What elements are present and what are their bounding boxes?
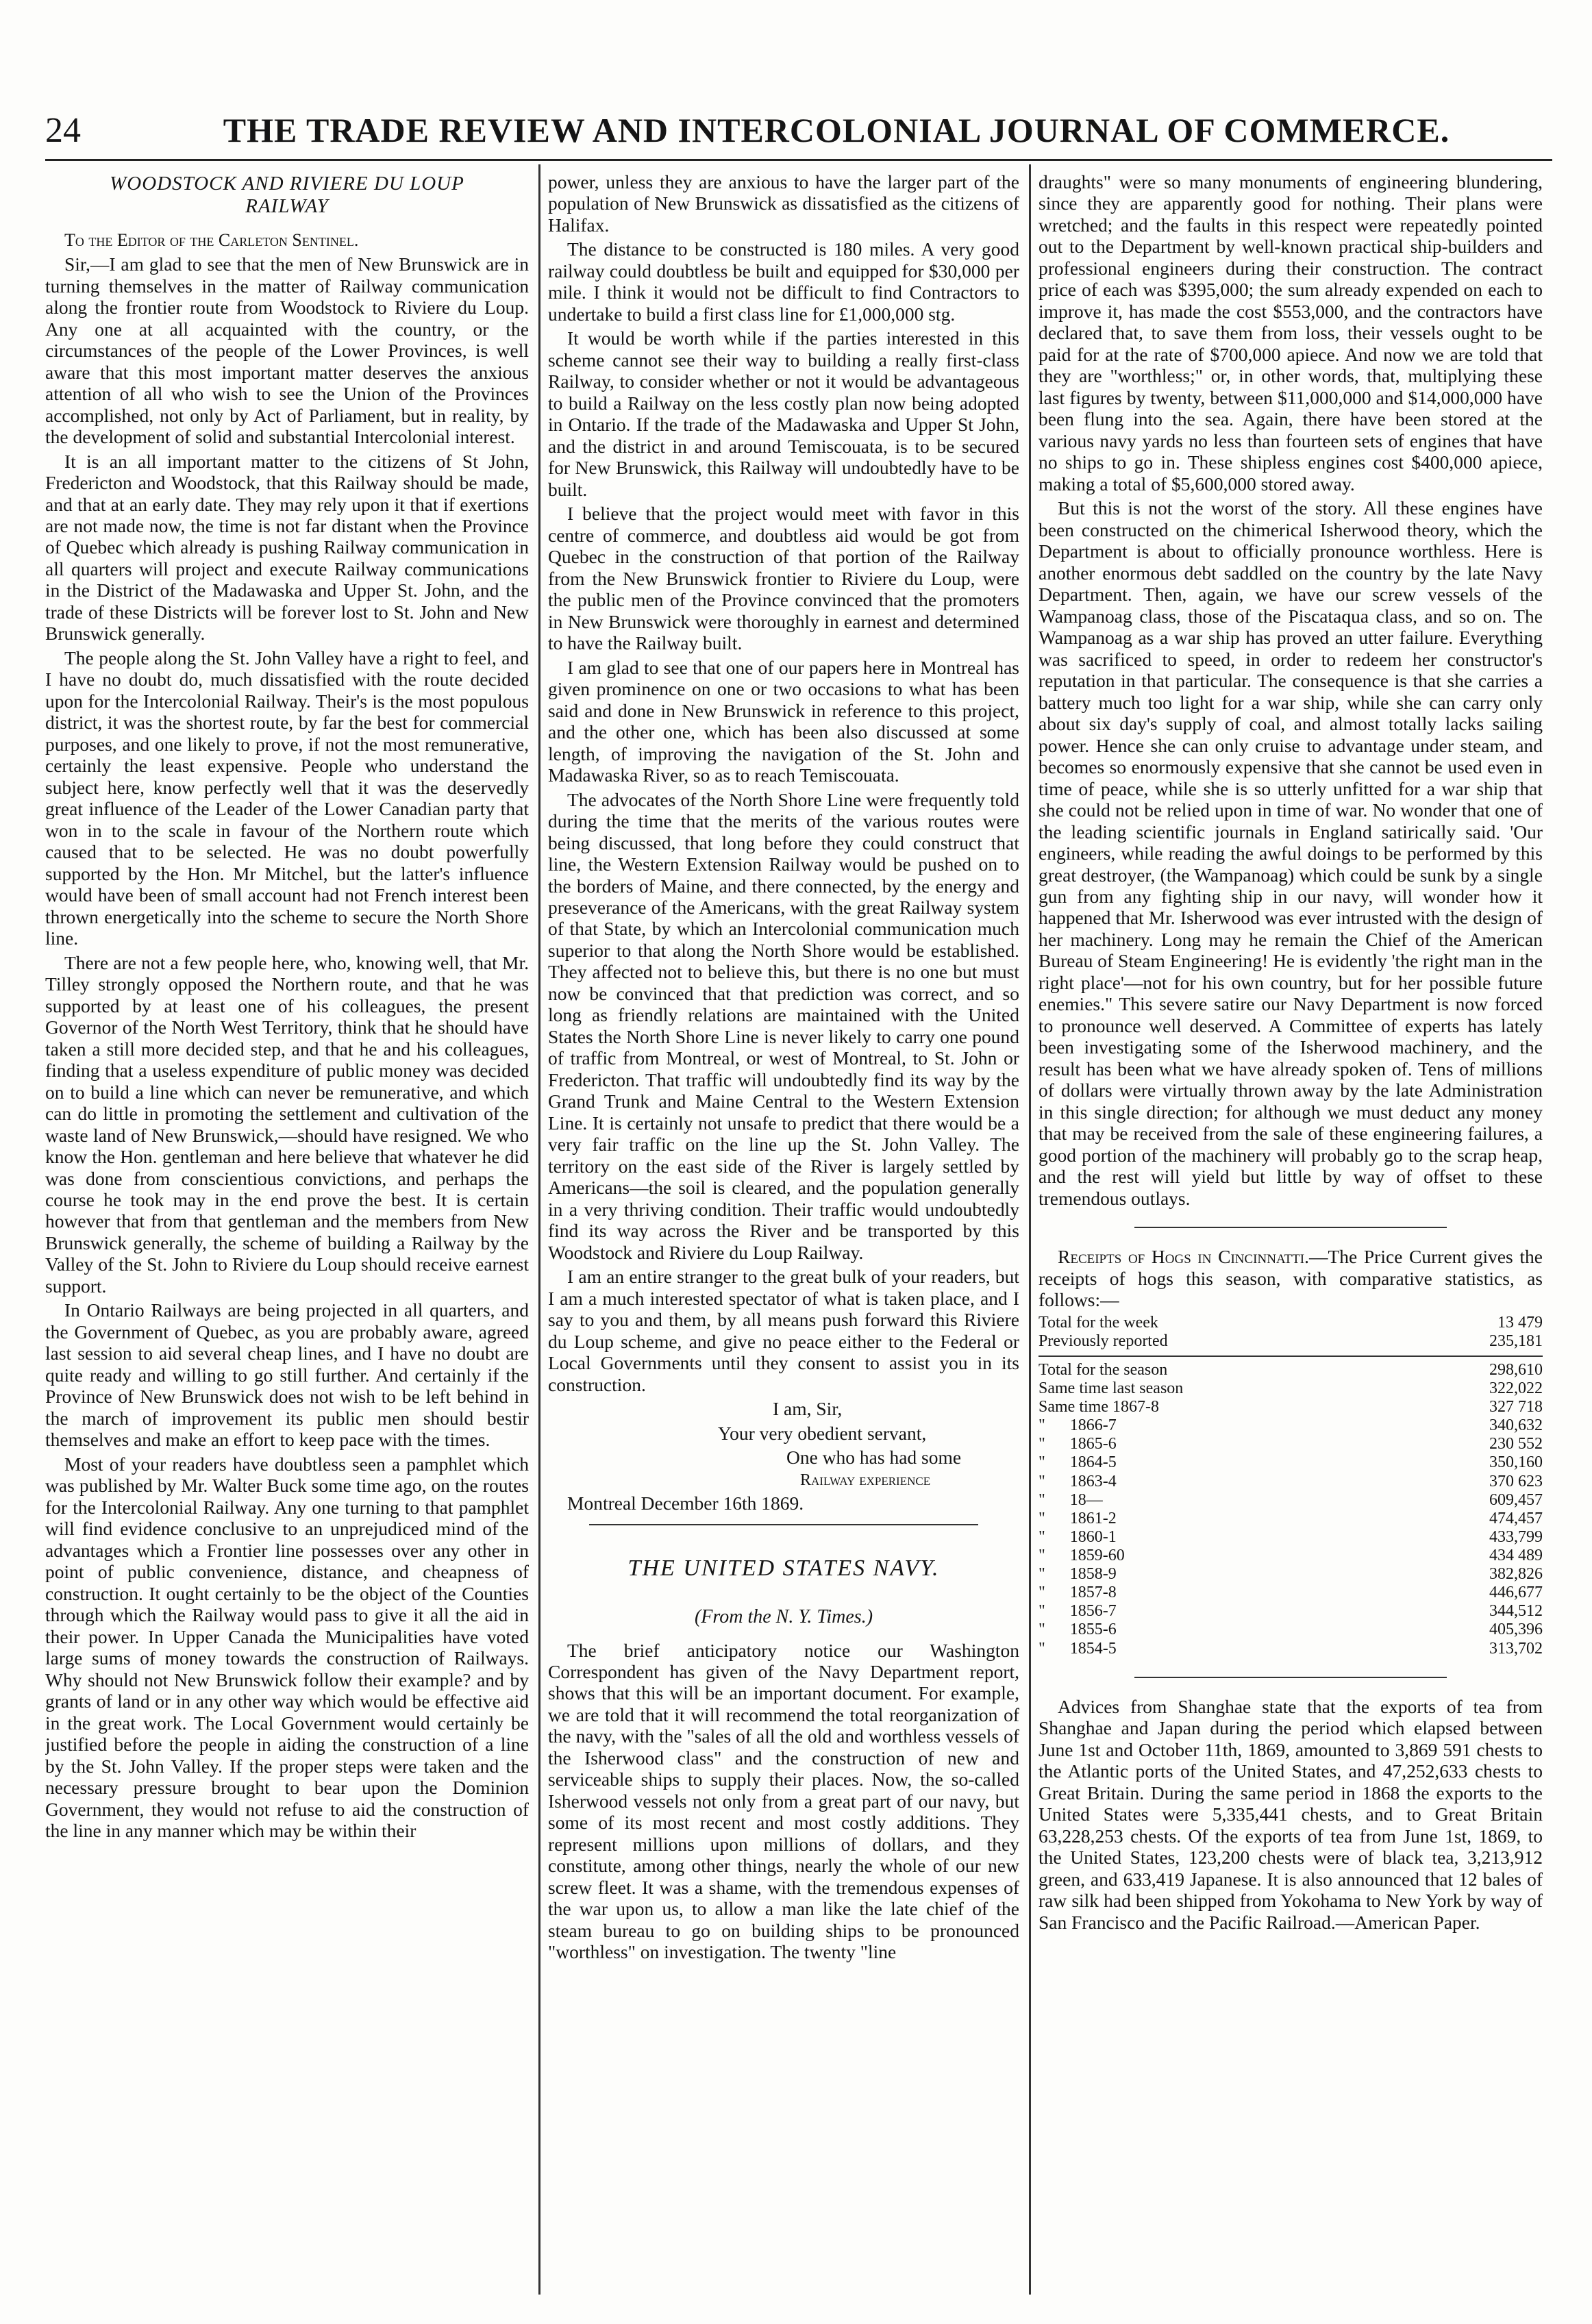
hogs-row-value: 322,022 [1489, 1379, 1543, 1398]
hogs-row-value: 382,826 [1489, 1565, 1543, 1584]
table-row [1038, 1584, 1543, 1602]
woodstock-paragraph: I am an entire stranger to the great bulk of your readers, but I am a much interested spectator of what is taken place, and I say to you and them, by all means push forward this Riviere du Loup scheme, and give no peace either to the Federal or Local Governments until they consent to assist you in its construction. [548, 1266, 1019, 1395]
woodstock-paragraph: I believe that the project would meet with favor in this centre of commerce, and doubtless aid would be got from Quebec in the construction of that portion of the Railway from the New Brunswick frontier to Riviere du Loup, were the public men of the Province convinced that the promoters in New Brunswick were thoroughly in earnest and determined to have the Railway built. [548, 503, 1019, 654]
hogs-row-label: " 1857-8 [1038, 1584, 1117, 1602]
hogs-total-value: 298,610 [1489, 1360, 1543, 1379]
column-1 [45, 171, 529, 2295]
navy-paragraph: The brief anticipatory notice our Washington Correspondent has given of the Navy Department report, shows that this will be an important document. For example, we are told that it will recommend the total reorganization of the navy, with the "sales of all the old and worthless vessels of the Isherwood class" and the construction of new and serviceable ships to supply their places. Now, the so-called Isherwood vessels not only from a great part of our navy, but some of its most recent and most costly additions. They represent millions upon millions of dollars, and they constitute, among other things, nearly the whole of our new screw fleet. It was a shame, with the tremendous expenses of the war upon us, to allow a man like the late chief of the steam bureau to go on building ships to be pronounced "worthless" on investigation. The twenty "line [548, 1639, 1019, 1963]
navy-paragraph: But this is not the worst of the story. All these engines have been constructed on the chimerical Isherwood theory, which the Department is about to officially pronounce worthless. Here is another enormous debt saddled on the country by the late Navy Department. Then, again, we have our screw vessels of the Wampanoag class, those of the Piscataqua class, and so on. The Wampanoag as a war ship has proved an utter failure. Everything was sacrificed to speed, in order to redeem her constructor's reputation in that particular. The consequence is that she carries a battery much too light for a war ship, while she can carry only about six day's supply of coal, and almost totally lacks sailing power. Hence she can only cruise to advantage under steam, and becomes so enormously expensive that she cannot be used even in time of peace, while she is so utterly unfitted for a war ship that she could not be relied upon in time of war. No wonder that one of the leading scientific journals in England satirically said. 'Our engineers, while reading the awful doings to be performed by this great destroyer, (the Wampanoag) which could be sunk by a single gun from any fighting ship in our navy, will wonder how it happened that Mr. Isherwood was ever intrusted with the design of her machinery. Long may he remain the Chief of the American Bureau of Steam Engineering! He is evidently 'the right man in the right place'—not for his own country, but for her possible future enemies." This severe satire our Navy Department is now forced to pronounce well deserved. A Committee of experts has lately been investigating some of the Isherwood machinery, and the result has been what we have already spoken of. Tens of millions of dollars were virtually thrown away by the late Administration in this single direction; for although we must deduct any money that may be received from the sale of these engineering failures, a good portion of the machinery will probably go to the scrap heap, and the rest will yield but little by way of offset to these tremendous outlays. [1038, 497, 1543, 1209]
hogs-row-label: Total for the week [1038, 1313, 1158, 1332]
table-row [1038, 1314, 1543, 1332]
page-header [45, 103, 1552, 158]
hogs-row-value: 434 489 [1489, 1547, 1543, 1565]
woodstock-paragraph: It would be worth while if the parties interested in this scheme cannot see their way to building a really first-class Railway, to consider whether or not it would be advantageous to build a Railway on the less costly plan now being adopted in Ontario. If the trade of the Madawaska and Upper St John, and the district in and around Temiscouata, is to be secured for New Brunswick, this Railway will undoubtedly have to be built. [548, 327, 1019, 500]
woodstock-paragraph: There are not a few people here, who, knowing well, that Mr. Tilley strongly opposed the Northern route, and that he was supported by at least one of his colleagues, the present Governor of the North West Territory, think that he should have taken a still more decided step, and that he and his colleagues, finding that a useless expenditure of public money was decided on to build a line which can never be remunerative, and which can do little in promoting the settlement and cultivation of the waste land of New Brunswick,—should have resigned. We who know the Hon. gentleman and here believe that whatever he did was done from conscientious convictions, and perhaps the course he took may in the end prove the best. It is certain however that from that gentleman and the members from New Brunswick generally, the scheme of building a Railway by the Valley of the St. John to Riviere du Loup should receive earnest support. [45, 951, 529, 1297]
hogs-row-value: 235,181 [1489, 1332, 1543, 1350]
woodstock-paragraph: The advocates of the North Shore Line were frequently told during the time that the merits of the various routes were being discussed, that long before they could construct that line, the Western Extension Railway would be pushed on to the borders of Maine, and there connected, by the energy and preseverance of the Americans, with the great Railway system of that State, by which an Intercolonial communication much superior to that along the North Shore would be established. They affected not to believe this, but there is no one but must now be convinced that that prediction was correct, and so long as friendly relations are maintained with the United States the North Shore Line is never likely to carry one pound of traffic from Montreal, or west of Montreal, to St. John or Fredericton. That traffic will undoubtedly find its way by the Grand Trunk and Maine Central to the Western Extension Line. It is certainly not unsafe to predict that there would be a very fair traffic on the line up the St. John Valley. The territory on the east side of the River is largely settled by Americans—the soil is cleared, and the population generally in a very thriving condition. Their traffic would undoubtedly find its way across the River and be transported by this Woodstock and Riviere du Loup Railway. [548, 788, 1019, 1263]
hogs-row-label: " 1866-7 [1038, 1416, 1117, 1435]
hogs-row-label: " 1863-4 [1038, 1472, 1117, 1490]
hogs-row-label: " 1859-60 [1038, 1547, 1125, 1565]
header-rule [45, 159, 1552, 161]
hogs-heading [1038, 1246, 1543, 1310]
table-row [1038, 1332, 1543, 1351]
table-row [1038, 1416, 1543, 1435]
hogs-row-value: 350,160 [1489, 1453, 1543, 1472]
woodstock-paragraph: Sir,—I am glad to see that the men of New Brunswick are in turning themselves in the matter of Railway communication along the frontier route from Woodstock to Riviere du Loup. Any one at all acquainted with the country, or the circumstances of the people of the Lower Provinces, is well aware that this most important matter deserves the anxious attention of all who wish to see the Union of the Provinces accomplished, not only by Act of Parliament, but in reality, by the development of solid and substantial Intercolonial interest. [45, 253, 529, 448]
table-row [1038, 1565, 1543, 1584]
hogs-row-label: Same time 1867-8 [1038, 1398, 1159, 1416]
column-rule-2 [1029, 164, 1031, 2295]
hogs-row-label: " 1865-6 [1038, 1435, 1117, 1453]
hogs-row-label: Previously reported [1038, 1332, 1168, 1350]
column-2 [548, 171, 1019, 2295]
table-row [1038, 1435, 1543, 1453]
signoff-line: Railway experience [800, 1471, 931, 1489]
to-editor-line: To the Editor of the Carleton Sentinel. [64, 230, 359, 251]
hogs-row-value: 446,677 [1489, 1584, 1543, 1602]
letter-dateline: Montreal December 16th 1869. [567, 1492, 804, 1514]
woodstock-title-line2: RAILWAY [245, 195, 329, 218]
woodstock-paragraph: The distance to be constructed is 180 miles. A very good railway could doubtless be built and equipped for $30,000 per mile. I think it would not be difficult to find Contractors to undertake to build a first class line for £1,000,000 stg. [548, 238, 1019, 325]
table-row [1038, 1547, 1543, 1565]
table-row [1038, 1528, 1543, 1547]
section-divider [1134, 1227, 1447, 1228]
table-row [1038, 1361, 1543, 1379]
hogs-row-label: " 1858-9 [1038, 1565, 1117, 1584]
hogs-row-value: 474,457 [1489, 1509, 1543, 1527]
navy-article-source: (From the N. Y. Times.) [694, 1606, 873, 1628]
navy-article-title: THE UNITED STATES NAVY. [627, 1555, 940, 1581]
hogs-row-value: 433,799 [1489, 1527, 1543, 1546]
section-divider [589, 1524, 978, 1525]
signoff-line: One who has had some [786, 1447, 962, 1469]
woodstock-paragraph: power, unless they are anxious to have the larger part of the population of New Brunswick as dissatisfied as the citizens of Halifax. [548, 171, 1019, 236]
hogs-row-label: " 1861-2 [1038, 1509, 1117, 1527]
navy-paragraph: draughts" were so many monuments of engineering blundering, since they are apparently good for nothing. Their plans were wretched; and the faults in this respect were repeatedly pointed out to the Department by well-known practical ship-builders and professional engineers during their construction. The contract price of each was $395,000; the sum already expended on each to improve it, has made the cost $553,000, and the contractors have declared that, to save them from loss, their vessels ought to be paid for at the rate of $700,000 apiece. And now we are told that they are "worthless;" or, in other words, that, multiplying these last figures by twenty, between $11,000,000 and $14,000,000 have been flung into the sea. Again, there have been stored at the various navy yards no less than fourteen sets of engines that have no ships to go in. These shipless engines cost $400,000 apiece, making a total of $5,600,000 stored away. [1038, 171, 1543, 495]
table-row [1038, 1491, 1543, 1510]
table-row [1038, 1602, 1543, 1621]
hogs-row-label: " 1855-6 [1038, 1621, 1117, 1639]
hogs-heading-caps: Receipts of Hogs in Cincinnatti. [1058, 1246, 1309, 1268]
hogs-row-value: 230 552 [1489, 1435, 1543, 1453]
signoff-line: I am, Sir, [773, 1398, 843, 1420]
hogs-total-table [1038, 1361, 1543, 1659]
woodstock-paragraph: Most of your readers have doubtless seen a pamphlet which was published by Mr. Walter Buck some time ago, on the routes for the Intercolonial Railway. Any one turning to that pamphlet will find evidence conclusive to an unprejudiced mind of the advantages which a Frontier line possesses over any other in point of public convenience, distance, and cheapness of construction. It ought certainly to be the object of the Counties through which the Railway would pass to give it all the aid in their power. In Upper Canada the Municipalities have voted large sums of money towards the construction of Railways. Why should not New Brunswick follow their example? and by grants of land or in any other way which would be effective aid in the great work. The Local Government would certainly be justified before the people in aiding the construction of a line by the St. John Valley. If the proper steps were taken and the necessary pressure brought to bear upon the Dominion Government, they would not refuse to aid the construction of the line in any manner which may be within their [45, 1453, 529, 1842]
hogs-row-label: " 1856-7 [1038, 1602, 1117, 1621]
hogs-row-label: Same time last season [1038, 1379, 1184, 1398]
hogs-row-value: 340,632 [1489, 1416, 1543, 1435]
table-row [1038, 1621, 1543, 1639]
tea-paragraph: Advices from Shanghae state that the exports of tea from Shanghae and Japan during the period which elapsed between June 1st and October 11th, 1869, amounted to 3,869 591 chests to the Atlantic ports of the United States, and 47,252,633 chests to Great Britain. During the same period in 1868 the exports to the United States were 5,335,441 chests, and to Great Britain 63,228,253 chests. Of the exports of tea from June 1st, 1869, to the United States, 123,200 chests were of black tea, 3,213,912 green, and 633,419 Japanese. It is also announced that 12 bales of raw silk had been shipped from Yokohama to New York by way of San Francisco and the Pacific Railroad.—American Paper. [1038, 1695, 1543, 1933]
hogs-row-value: 327 718 [1489, 1398, 1543, 1416]
table-row [1038, 1510, 1543, 1528]
table-row [1038, 1640, 1543, 1658]
hogs-row-value: 13 479 [1497, 1313, 1543, 1332]
table-row [1038, 1398, 1543, 1416]
column-rule-1 [538, 164, 540, 2295]
hogs-table [1038, 1314, 1543, 1351]
hogs-row-label: " 1860-1 [1038, 1527, 1117, 1546]
table-row [1038, 1473, 1543, 1491]
woodstock-paragraph: It is an all important matter to the citizens of St John, Fredericton and Woodstock, that this Railway should be made, and that at an early date. They may rely upon it that if exertions are not made now, the time is not far distant when the Province of Quebec which already is pushing Railway communication in all quarters will project and execute Railway communications in the District of the Madawaska and Upper St. John, and the trade of these Districts will be forever lost to St. John and New Brunswick generally. [45, 450, 529, 645]
hogs-row-label: " 1854-5 [1038, 1639, 1117, 1658]
hogs-row-value: 405,396 [1489, 1621, 1543, 1639]
masthead-title: THE TRADE REVIEW AND INTERCOLONIAL JOURNAL OF COMMERCE. [223, 111, 1450, 149]
hogs-row-value: 370 623 [1489, 1472, 1543, 1490]
hogs-row-value: 344,512 [1489, 1602, 1543, 1621]
hogs-row-label: " 1864-5 [1038, 1453, 1117, 1472]
section-divider [1134, 1677, 1447, 1678]
hogs-row-value: 609,457 [1489, 1490, 1543, 1509]
hogs-total-label: Total for the season [1038, 1360, 1168, 1379]
woodstock-paragraph: I am glad to see that one of our papers here in Montreal has given prominence on one or two occasions to what has been said and done in New Brunswick in reference to this project, and the other one, which has been also discussed at some length, of improving the navigation of the St. John and Madawaska River, so as to reach Temiscouata. [548, 656, 1019, 786]
signoff-line: Your very obedient servant, [718, 1422, 927, 1444]
column-3 [1038, 171, 1543, 2295]
woodstock-paragraph: The people along the St. John Valley have a right to feel, and I have no doubt do, much dissatisfied with the route decided upon for the Intercolonial Railway. Their's is the most populous district, it was the shortest route, by far the best for commercial purposes, and one likely to prove, if not the most remunerative, certainly the least expensive. People who understand the subject here, know perfectly well that it was the deservedly great influence of the Leader of the Lower Canadian party that won in to the scale in favour of the Northern route which caused that to be selected. He was no doubt powerfully supported by the Hon. Mr Mitchel, but the latter's influence would have been of small account had not French interest been thrown energetically into the scheme to secure the North Shore line. [45, 647, 529, 949]
hogs-row-label: " 18— [1038, 1490, 1103, 1509]
table-row [1038, 1379, 1543, 1398]
hogs-row-value: 313,702 [1489, 1639, 1543, 1658]
woodstock-title-line1: WOODSTOCK AND RIVIERE DU LOUP [110, 173, 464, 195]
hogs-sum-rule [1038, 1355, 1543, 1357]
woodstock-article-title [45, 173, 529, 218]
woodstock-paragraph: In Ontario Railways are being projected in all quarters, and the Government of Quebec, as you are probably aware, agreed last session to aid several cheap lines, and I have no doubt are quite ready and willing to go still further. And certainly if the Province of New Brunswick does not wish to be left behind in the march of improvement its public men should bestir themselves and make an effort to keep pace with the times. [45, 1299, 529, 1451]
table-row [1038, 1453, 1543, 1472]
hogs-heading-rest: —The Price Current gives the receipts of hogs this season, with comparative statistics, as follows:— [1038, 1246, 1543, 1311]
page-number: 24 [45, 110, 81, 150]
